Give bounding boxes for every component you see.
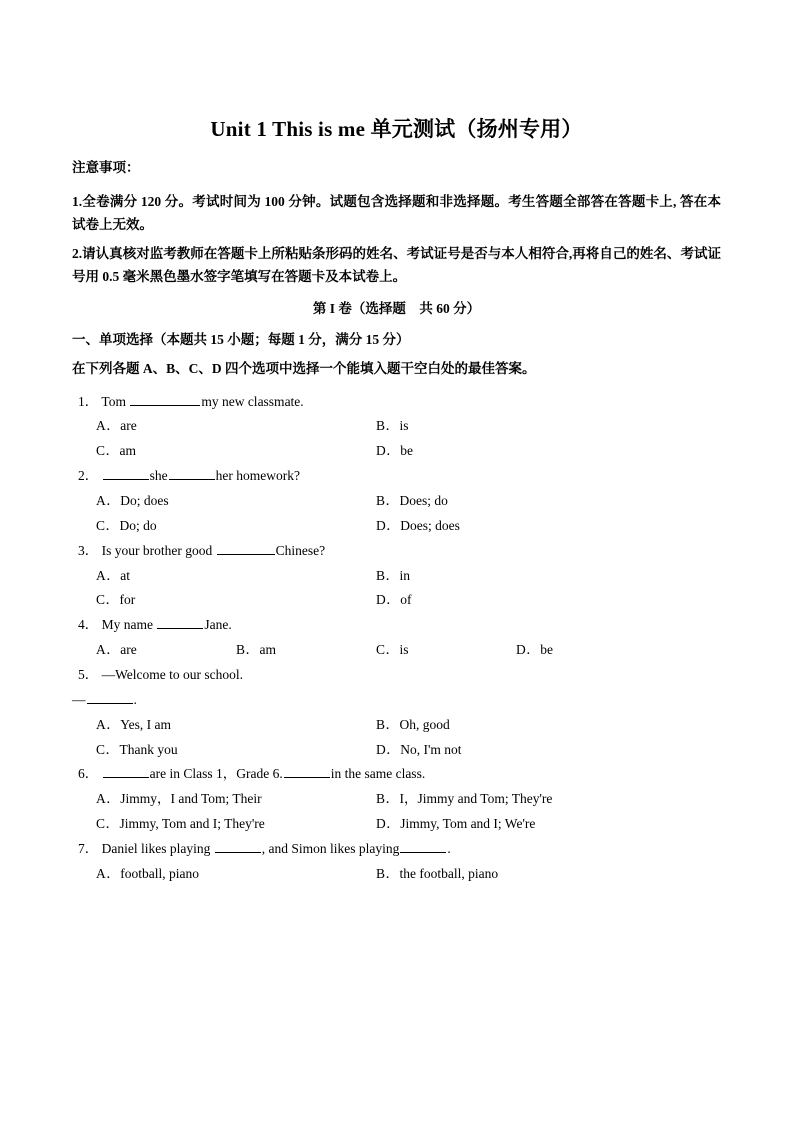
question-list (72, 391, 721, 885)
option-b[interactable] (376, 565, 656, 587)
question-stem (78, 465, 721, 487)
option-label: B． (376, 492, 400, 508)
option-text: of (400, 592, 412, 608)
option-c[interactable] (96, 440, 376, 462)
option-row (72, 714, 721, 736)
stem-text: —Welcome to our school. (101, 666, 244, 682)
option-label: C． (96, 443, 120, 459)
question-number: 7． (78, 840, 102, 856)
question-stem (78, 838, 721, 860)
option-label: A． (96, 642, 121, 658)
option-row (72, 565, 721, 587)
option-d[interactable] (376, 515, 656, 537)
option-text: Does; do (399, 492, 448, 508)
option-label: C． (376, 642, 400, 658)
question-2 (72, 465, 721, 537)
option-text: No, I'm not (400, 741, 462, 757)
option-label: A． (96, 567, 121, 583)
page-title: Unit 1 This is me 单元测试（扬州专用） (210, 117, 583, 141)
option-text: football, piano (120, 865, 199, 881)
option-text: Does; does (400, 517, 460, 533)
option-text: the football, piano (399, 865, 499, 881)
option-d[interactable] (376, 739, 656, 761)
question-number: 6． (78, 766, 102, 782)
answer-blank[interactable] (284, 765, 330, 779)
stem-text: , and Simon likes playing (261, 840, 400, 856)
stem-text: Chinese? (275, 542, 326, 558)
option-c[interactable] (96, 739, 376, 761)
option-text: for (119, 592, 136, 608)
option-a[interactable] (96, 490, 376, 512)
answer-blank[interactable] (130, 392, 200, 406)
option-text: Jimmy，I and Tom; Their (120, 791, 262, 807)
option-row (72, 490, 721, 512)
option-text: be (400, 443, 413, 459)
stem-text: My name (101, 617, 157, 633)
option-label: B． (376, 791, 400, 807)
option-row (72, 440, 721, 462)
question-6 (72, 763, 721, 835)
option-label: D． (516, 642, 541, 658)
question-1 (72, 391, 721, 463)
option-c[interactable] (96, 515, 376, 537)
option-b[interactable] (376, 415, 656, 437)
question-number: 3． (78, 542, 102, 558)
stem-text: . (133, 691, 137, 707)
notice-item-2: 2.请认真核对监考教师在答题卡上所粘贴条形码的姓名、考试证号是否与本人相符合,再将自己的姓名、考试证号用 0.5 毫米黑色墨水签字笔填写在答题卡及本试卷上。 (72, 245, 721, 285)
option-label: C． (96, 592, 120, 608)
option-d[interactable] (376, 813, 656, 835)
option-label: B． (236, 642, 260, 658)
option-label: D． (376, 517, 401, 533)
option-b[interactable] (376, 490, 656, 512)
option-a[interactable] (96, 788, 376, 810)
stem-text: my new classmate. (201, 393, 304, 409)
answer-blank[interactable] (169, 466, 215, 480)
stem-text: in the same class. (330, 766, 426, 782)
option-text: Do; do (119, 517, 157, 533)
option-a[interactable] (96, 639, 236, 661)
option-b[interactable] (236, 639, 376, 661)
question-number: 2． (78, 468, 102, 484)
answer-blank[interactable] (400, 839, 446, 853)
option-b[interactable] (376, 863, 656, 885)
option-label: C． (96, 517, 120, 533)
question-stem (78, 614, 721, 636)
option-row (72, 639, 721, 661)
question-3 (72, 540, 721, 612)
option-c[interactable] (96, 813, 376, 835)
option-text: at (120, 567, 130, 583)
option-label: D． (376, 592, 401, 608)
option-label: A． (96, 865, 121, 881)
option-row (72, 515, 721, 537)
notice-item-1: 1.全卷满分 120 分。考试时间为 100 分钟。试题包含选择题和非选择题。考生答题全部答在答题卡上, 答在本试卷上无效。 (72, 193, 721, 232)
option-row (72, 863, 721, 885)
option-text: I，Jimmy and Tom; They're (399, 791, 553, 807)
answer-blank[interactable] (217, 541, 275, 555)
option-text: am (259, 642, 277, 658)
answer-blank[interactable] (87, 690, 133, 704)
question-7 (72, 838, 721, 885)
option-text: Thank you (119, 741, 178, 757)
question-5 (72, 664, 721, 760)
dialogue-dash: — (72, 691, 86, 707)
option-label: C． (96, 741, 120, 757)
option-row (72, 415, 721, 437)
option-d[interactable] (376, 440, 656, 462)
option-text: Jimmy, Tom and I; We're (400, 816, 536, 832)
option-label: B． (376, 716, 400, 732)
option-a[interactable] (96, 565, 376, 587)
option-label: A． (96, 492, 121, 508)
option-c[interactable] (376, 639, 516, 661)
option-label: B． (376, 865, 400, 881)
question-number: 5． (78, 666, 102, 682)
option-text: Yes, I am (120, 716, 172, 732)
option-row (72, 589, 721, 611)
option-text: am (119, 443, 137, 459)
option-text: be (540, 642, 553, 658)
option-text: are (120, 642, 137, 658)
option-text: is (399, 642, 409, 658)
stem-text: Tom (101, 393, 130, 409)
option-c[interactable] (96, 589, 376, 611)
option-b[interactable] (376, 714, 656, 736)
question-stem (78, 664, 721, 686)
option-a[interactable] (96, 863, 376, 885)
notice-block (72, 158, 721, 288)
option-row (72, 739, 721, 761)
stem-text: her homework? (215, 468, 300, 484)
stem-text: are in Class 1，Grade 6. (149, 766, 283, 782)
answer-blank[interactable] (103, 466, 149, 480)
option-label: A． (96, 716, 121, 732)
option-text: in (399, 567, 411, 583)
section-instruction: 在下列各题 A、B、C、D 四个选项中选择一个能填入题干空白处的最佳答案。 (72, 360, 536, 376)
notice-heading: 注意事项： (72, 160, 140, 176)
stem-text: . (447, 840, 451, 856)
question-stem (78, 540, 721, 562)
stem-text: Is your brother good (101, 542, 216, 558)
question-number: 1． (78, 393, 102, 409)
option-row (72, 788, 721, 810)
answer-blank[interactable] (157, 615, 203, 629)
option-text: Do; does (120, 492, 169, 508)
option-label: D． (376, 741, 401, 757)
option-a[interactable] (96, 415, 376, 437)
stem-text: Jane. (204, 617, 232, 633)
option-text: Oh, good (399, 716, 450, 732)
question-number: 4． (78, 617, 102, 633)
option-label: A． (96, 791, 121, 807)
option-label: B． (376, 418, 400, 434)
option-text: Jimmy, Tom and I; They're (119, 816, 265, 832)
option-label: D． (376, 816, 401, 832)
option-text: is (399, 418, 409, 434)
question-continuation-line (72, 689, 721, 711)
question-4 (72, 614, 721, 661)
option-text: are (120, 418, 137, 434)
question-stem (78, 391, 721, 413)
stem-text: she (149, 468, 168, 484)
section-heading: 一、单项选择（本题共 15 小题；每题 1 分，满分 15 分） (72, 331, 410, 347)
part-heading: 第 I 卷（选择题 共 60 分） (312, 301, 481, 317)
option-d[interactable] (516, 639, 656, 661)
option-label: C． (96, 816, 120, 832)
option-b[interactable] (376, 788, 656, 810)
option-label: A． (96, 418, 121, 434)
option-d[interactable] (376, 589, 656, 611)
answer-blank[interactable] (215, 839, 261, 853)
answer-blank[interactable] (103, 765, 149, 779)
stem-text: Daniel likes playing (101, 840, 214, 856)
option-label: D． (376, 443, 401, 459)
option-row (72, 813, 721, 835)
question-stem (78, 763, 721, 785)
option-a[interactable] (96, 714, 376, 736)
option-label: B． (376, 567, 400, 583)
